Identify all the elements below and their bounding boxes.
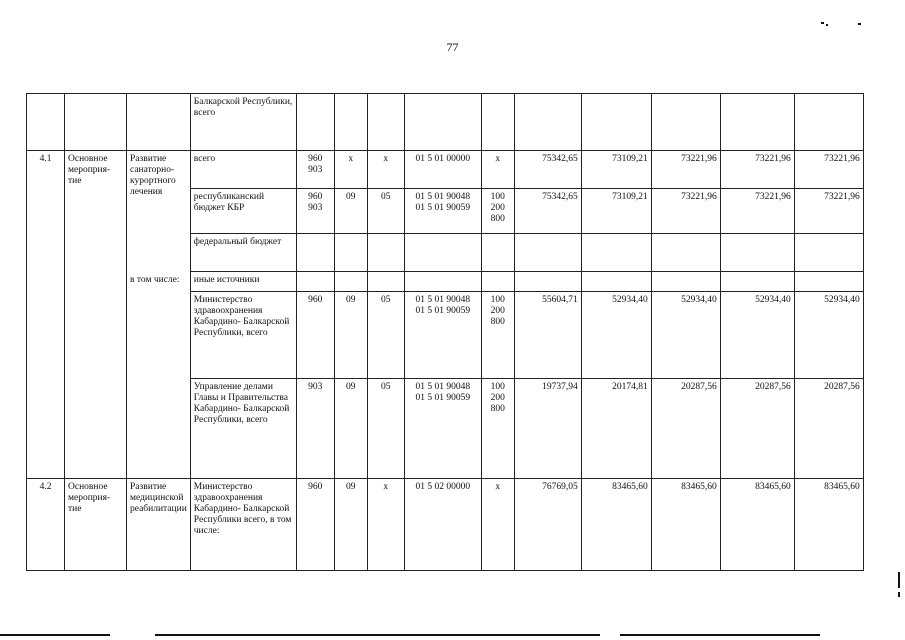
table-row [27,272,864,292]
cell-value: 73221,96 [651,189,720,234]
cell-rz: 09 [334,189,367,234]
cell-value: 52934,40 [581,292,651,379]
cell-value: 20287,56 [651,379,720,479]
cell-rz: 09 [334,292,367,379]
cell-name [127,94,191,151]
cell-csr: 01 5 01 90048 01 5 01 90059 [404,379,481,479]
cell-grbs: 960 [296,292,334,379]
cell-type: Основное мероприя- тие [65,151,127,479]
cell-name: Развитие санаторно- курортного лечения [127,151,191,272]
cell-value: 83465,60 [794,479,863,571]
cell-value: 73221,96 [794,189,863,234]
cell-value: 75342,65 [514,189,581,234]
cell-vr: 100 200 800 [481,189,514,234]
table-row [27,479,864,571]
cell-value: 73221,96 [720,151,794,189]
cell-num [27,94,65,151]
cell-value: 73221,96 [720,189,794,234]
table-row [27,151,864,189]
cell-value: 52934,40 [794,292,863,379]
cell-value: 76769,05 [514,479,581,571]
cell-pr: х [367,151,404,189]
cell-rz: 09 [334,379,367,479]
page-number: 77 [446,40,459,54]
cell-vr: х [481,479,514,571]
cell-value: 73221,96 [794,151,863,189]
cell-value: 20287,56 [720,379,794,479]
cell-csr: 01 5 01 90048 01 5 01 90059 [404,189,481,234]
cell-indicator: Министерство здравоохранения Кабардино- Балкарской Республики всего, в том числе: [190,479,296,571]
cell-value: 73109,21 [581,151,651,189]
cell-indicator: Министерство здравоохранения Кабардино- Балкарской Республики, всего [190,292,296,379]
cell-value: 83465,60 [720,479,794,571]
cell-value: 52934,40 [651,292,720,379]
cell-indicator: Балкарской Республики, всего [190,94,296,151]
budget-table [26,93,864,571]
cell-pr: 05 [367,379,404,479]
cell-value: 20287,56 [794,379,863,479]
cell-grbs: 960 903 [296,189,334,234]
cell-value: 55604,71 [514,292,581,379]
cell-value: 52934,40 [720,292,794,379]
cell-num: 4.2 [27,479,65,571]
cell-vr: 100 200 800 [481,379,514,479]
cell-csr: 01 5 02 00000 [404,479,481,571]
cell-type [65,94,127,151]
cell-value: 83465,60 [581,479,651,571]
cell-value: 73109,21 [581,189,651,234]
cell-value: 75342,65 [514,151,581,189]
cell-rz: х [334,151,367,189]
cell-vr: х [481,151,514,189]
cell-value: 19737,94 [514,379,581,479]
cell-pr: 05 [367,189,404,234]
cell-csr: 01 5 01 90048 01 5 01 90059 [404,292,481,379]
cell-indicator: всего [190,151,296,189]
cell-value: 83465,60 [651,479,720,571]
cell-name-note: в том числе: [127,272,191,479]
cell-vr: 100 200 800 [481,292,514,379]
cell-pr: х [367,479,404,571]
cell-name: Развитие медицинской реабилитации [127,479,191,571]
cell-grbs: 960 903 [296,151,334,189]
cell-value: 20174,81 [581,379,651,479]
cell-indicator: федеральный бюджет [190,234,296,272]
cell-type: Основное мероприя- тие [65,479,127,571]
cell-csr: 01 5 01 00000 [404,151,481,189]
cell-num: 4.1 [27,151,65,479]
cell-indicator: Управление делами Главы и Правительства Кабардино- Балкарской Республики, всего [190,379,296,479]
cell-grbs: 903 [296,379,334,479]
cell-indicator: иные источники [190,272,296,292]
cell-pr: 05 [367,292,404,379]
table-row [27,94,864,151]
cell-value: 73221,96 [651,151,720,189]
cell-rz: 09 [334,479,367,571]
cell-indicator: республиканский бюджет КБР [190,189,296,234]
cell-grbs: 960 [296,479,334,571]
